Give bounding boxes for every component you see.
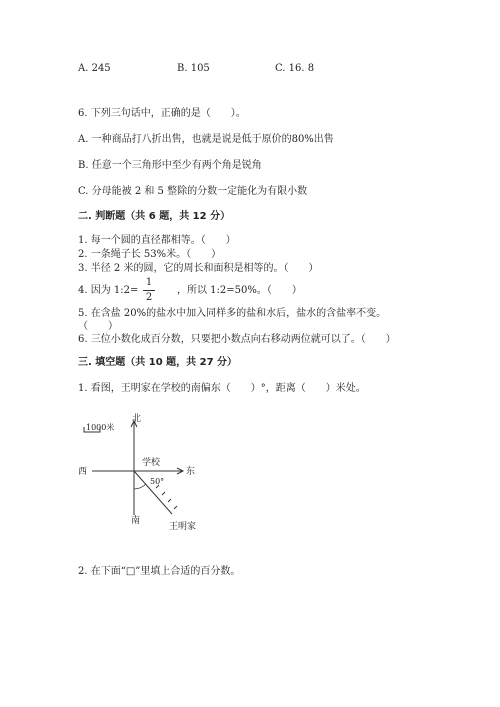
route-tick: [162, 492, 165, 495]
south-label: 南: [131, 516, 141, 526]
east-label: 东: [186, 467, 196, 477]
direction-diagram: [70, 410, 230, 535]
north-label: 北: [132, 414, 142, 424]
section-3-title: 三. 填空题（共 10 题，共 27 分）: [78, 357, 238, 368]
fraction-numerator: 1: [145, 277, 153, 288]
judge-item-1: 1. 每一个圆的直径都相等。（ ）: [78, 235, 236, 246]
school-label: 学校: [142, 458, 161, 468]
judge-item-5: 5. 在含盐 20%的盐水中加入同样多的盐和水后，盐水的含盐率不变。: [78, 308, 387, 319]
q6-option-c: C. 分母能被 2 和 5 整除的分数一定能化为有限小数: [78, 186, 308, 197]
fraction-one-half: [143, 277, 155, 304]
scale-label: 1000米: [86, 423, 115, 432]
q6-option-a: A. 一种商品打八折出售，也就是说是低于原价的80%出售: [78, 134, 334, 145]
fraction-denominator: 2: [145, 292, 153, 303]
home-label: 王明家: [169, 522, 197, 532]
section-2-title: 二. 判断题（共 6 题，共 12 分）: [78, 211, 231, 222]
judge-item-2: 2. 一条绳子长 53%米。（ ）: [78, 249, 222, 260]
option-a: A. 245: [78, 63, 111, 74]
judge-item-5-paren: （ ）: [78, 321, 118, 332]
judge-item-4-suffix: ，所以 1:2=50%。（ ）: [177, 285, 302, 296]
fraction-bar: [143, 290, 155, 291]
judge-item-4-prefix: 4. 因为 1:2=: [78, 285, 139, 296]
fill-q1: 1. 看图，王明家在学校的南偏东（ ）°，距离（ ）米处。: [78, 383, 366, 394]
route-tick: [168, 499, 171, 502]
west-label: 西: [78, 467, 88, 477]
fill-q2: 2. 在下面“□”里填上合适的百分数。: [78, 566, 241, 577]
judge-item-6: 6. 三位小数化成百分数，只要把小数点向右移动两位就可以了。（ ）: [78, 334, 396, 345]
q6-option-b: B. 任意一个三角形中至少有两个角是锐角: [78, 160, 262, 171]
angle-arc: [134, 484, 146, 489]
q6-stem: 6. 下列三句话中，正确的是（ ）。: [78, 108, 246, 119]
option-b: B. 105: [177, 63, 210, 74]
angle-label: 50°: [150, 477, 165, 486]
route-tick: [174, 506, 177, 509]
judge-item-3: 3. 半径 2 米的圆，它的周长和面积是相等的。（ ）: [78, 263, 319, 274]
option-c: C. 16. 8: [275, 63, 315, 74]
